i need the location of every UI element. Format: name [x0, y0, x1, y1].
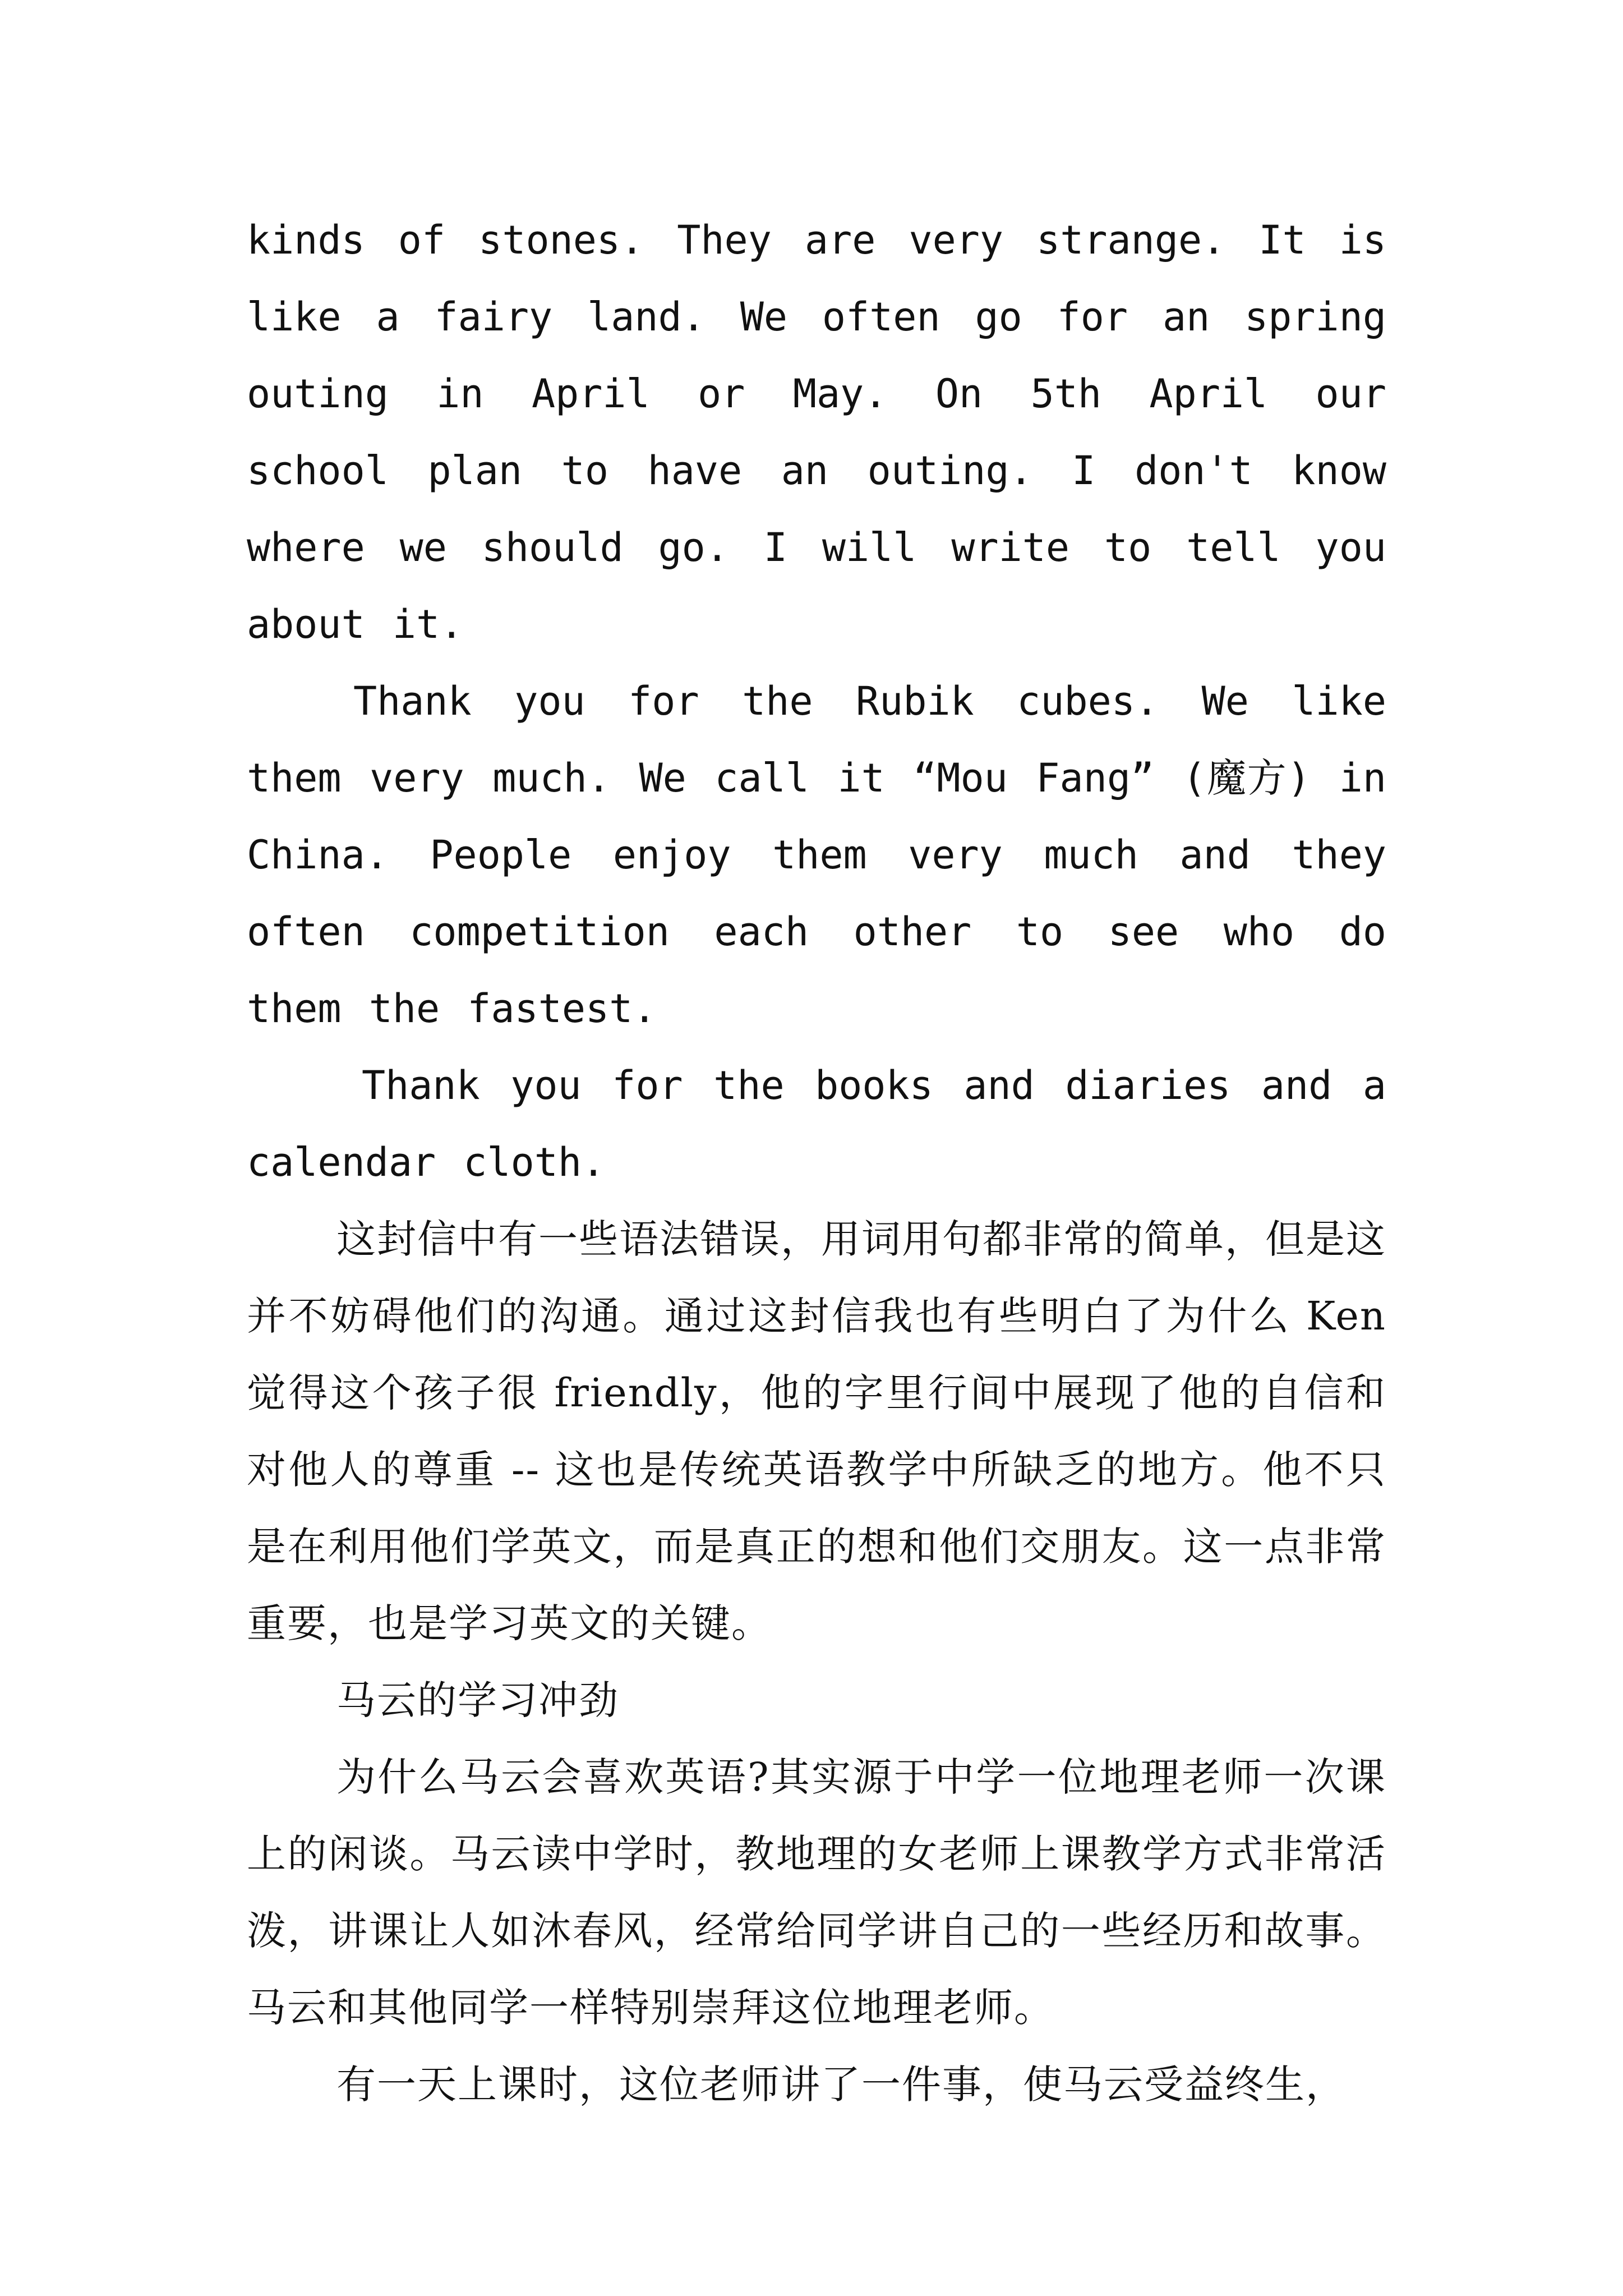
section-heading: 马云的学习冲劲: [336, 1677, 619, 1723]
story-paragraph-one-day: 有一天上课时，这位老师讲了一件事，使马云受益终生，: [336, 2062, 1346, 2108]
document-body: [247, 202, 1386, 2123]
letter-paragraph-stones: kinds of stones. They are very strange. It is like a fairy land. We often go for an spring outing in April or May. On 5th April our school plan to have an outing. I don't know where we should go. I will write to tell you about it.: [247, 217, 1386, 647]
letter-paragraph-rubik-cubes: Thank you for the Rubik cubes. We like them very much. We call it “Mou Fang” (魔方) in China. People enjoy them very much and they often competition each other to see who do them the fastest.: [247, 678, 1386, 1032]
commentary-paragraph: 这封信中有一些语法错误，用词用句都非常的简单，但是这并不妨碍他们的沟通。通过这封信我也有些明白了为什么 Ken 觉得这个孩子很 friendly，他的字里行间中展现了他的自信和对他人的尊重 -- 这也是传统英语教学中所缺乏的地方。他不只是在利用他们学英文，而是真正的想和他们交朋友。这一点非常重要，也是学习英文的关键。: [247, 1216, 1386, 1646]
letter-paragraph-books: Thank you for the books and diaries and a calendar cloth.: [247, 1062, 1386, 1185]
story-paragraph-geography-teacher: 为什么马云会喜欢英语?其实源于中学一位地理老师一次课上的闲谈。马云读中学时，教地理的女老师上课教学方式非常活泼，讲课让人如沐春风，经常给同学讲自己的一些经历和故事。马云和其他同学一样特别崇拜这位地理老师。: [247, 1754, 1386, 2031]
